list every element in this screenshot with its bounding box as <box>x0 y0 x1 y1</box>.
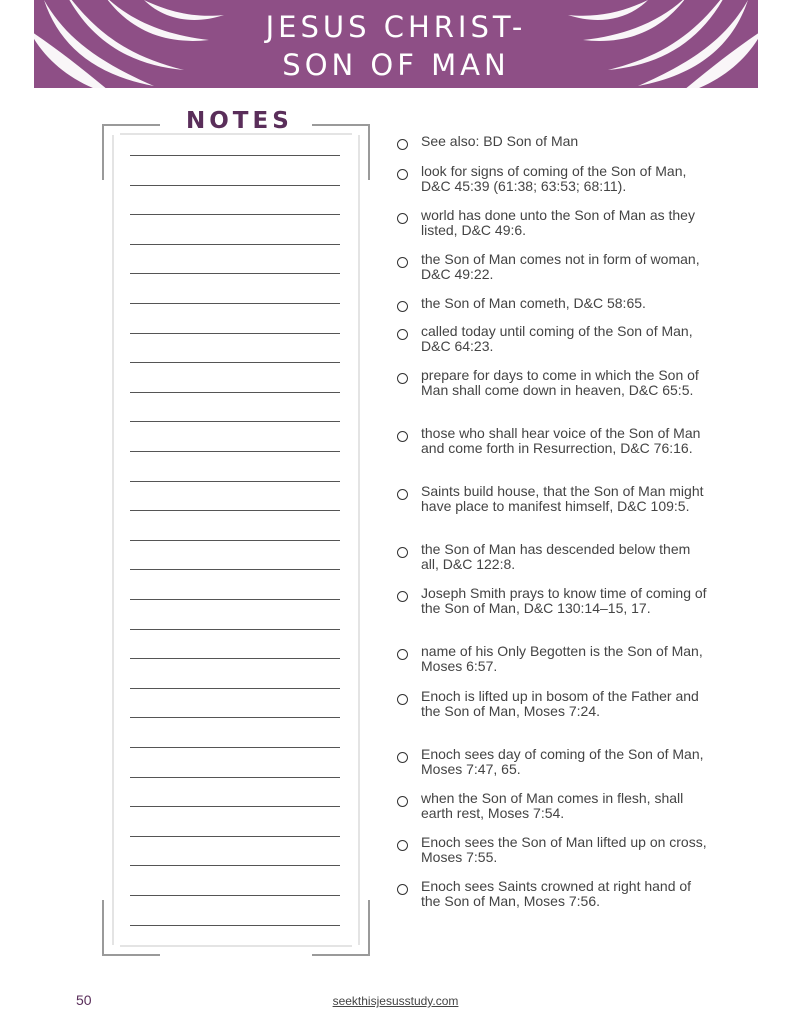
page-number: 50 <box>76 992 92 1008</box>
entry-text: prepare for days to come in which the Son of Man shall come down in heaven, D&C 65:5. <box>421 367 699 398</box>
note-line <box>130 421 340 422</box>
bullet-circle-icon <box>397 752 408 763</box>
bullet-circle-icon <box>397 257 408 268</box>
entry-text: the Son of Man cometh, D&C 58:65. <box>421 295 646 311</box>
note-line <box>130 717 340 718</box>
entry-text: Enoch is lifted up in bosom of the Father and the Son of Man, Moses 7:24. <box>421 688 699 719</box>
note-line <box>130 836 340 837</box>
note-line <box>130 895 340 896</box>
bullet-circle-icon <box>397 591 408 602</box>
entry-text: look for signs of coming of the Son of Man, D&C 45:39 (61:38; 63:53; 68:11). <box>421 163 687 194</box>
note-line <box>130 747 340 748</box>
entry-text: world has done unto the Son of Man as they listed, D&C 49:6. <box>421 207 695 238</box>
website-link[interactable]: seekthisjesusstudy.com <box>332 994 459 1008</box>
entry-text: Enoch sees the Son of Man lifted up on cross, Moses 7:55. <box>421 834 707 865</box>
bullet-circle-icon <box>397 840 408 851</box>
note-line <box>130 865 340 866</box>
bullet-circle-icon <box>397 329 408 340</box>
note-line <box>130 273 340 274</box>
note-line <box>130 481 340 482</box>
entry-text: Saints build house, that the Son of Man might have place to manifest himself, D&C 109:5. <box>421 483 704 514</box>
note-line <box>130 451 340 452</box>
note-line <box>130 688 340 689</box>
note-line <box>130 392 340 393</box>
bullet-circle-icon <box>397 169 408 180</box>
note-line <box>130 925 340 926</box>
bullet-circle-icon <box>397 489 408 500</box>
bullet-circle-icon <box>397 213 408 224</box>
bullet-circle-icon <box>397 884 408 895</box>
page-title <box>34 8 758 84</box>
note-line <box>130 599 340 600</box>
bullet-circle-icon <box>397 373 408 384</box>
entry-text: when the Son of Man comes in flesh, shall earth rest, Moses 7:54. <box>421 790 684 821</box>
note-line <box>130 629 340 630</box>
bullet-circle-icon <box>397 694 408 705</box>
entry-text: Joseph Smith prays to know time of coming of the Son of Man, D&C 130:14–15, 17. <box>421 585 707 616</box>
entry-text: the Son of Man comes not in form of woman, D&C 49:22. <box>421 251 700 282</box>
note-line <box>130 806 340 807</box>
note-line <box>130 155 340 156</box>
bullet-circle-icon <box>397 431 408 442</box>
header-banner <box>34 0 758 88</box>
bullet-circle-icon <box>397 649 408 660</box>
entry-text: those who shall hear voice of the Son of Man and come forth in Resurrection, D&C 76:16. <box>421 425 701 456</box>
note-line <box>130 658 340 659</box>
bullet-circle-icon <box>397 796 408 807</box>
entry-text: called today until coming of the Son of Man, D&C 64:23. <box>421 323 693 354</box>
notes-heading: NOTES <box>186 108 293 134</box>
note-line <box>130 214 340 215</box>
note-line <box>130 540 340 541</box>
entry-text: name of his Only Begotten is the Son of Man, Moses 6:57. <box>421 643 703 674</box>
entry-text: Enoch sees Saints crowned at right hand of the Son of Man, Moses 7:56. <box>421 878 692 909</box>
bullet-circle-icon <box>397 139 408 150</box>
entry-text: the Son of Man has descended below them all, D&C 122:8. <box>421 541 691 572</box>
note-line <box>130 362 340 363</box>
entry-text: See also: BD Son of Man <box>421 133 579 149</box>
bullet-circle-icon <box>397 547 408 558</box>
note-line <box>130 333 340 334</box>
note-line <box>130 244 340 245</box>
note-line <box>130 185 340 186</box>
bullet-circle-icon <box>397 301 408 312</box>
note-line <box>130 303 340 304</box>
title-line-1: JESUS CHRIST- <box>265 10 527 44</box>
note-line <box>130 510 340 511</box>
entry-text: Enoch sees day of coming of the Son of Man, Moses 7:47, 65. <box>421 746 704 777</box>
note-line <box>130 569 340 570</box>
title-line-2: SON OF MAN <box>282 48 510 82</box>
note-line <box>130 777 340 778</box>
